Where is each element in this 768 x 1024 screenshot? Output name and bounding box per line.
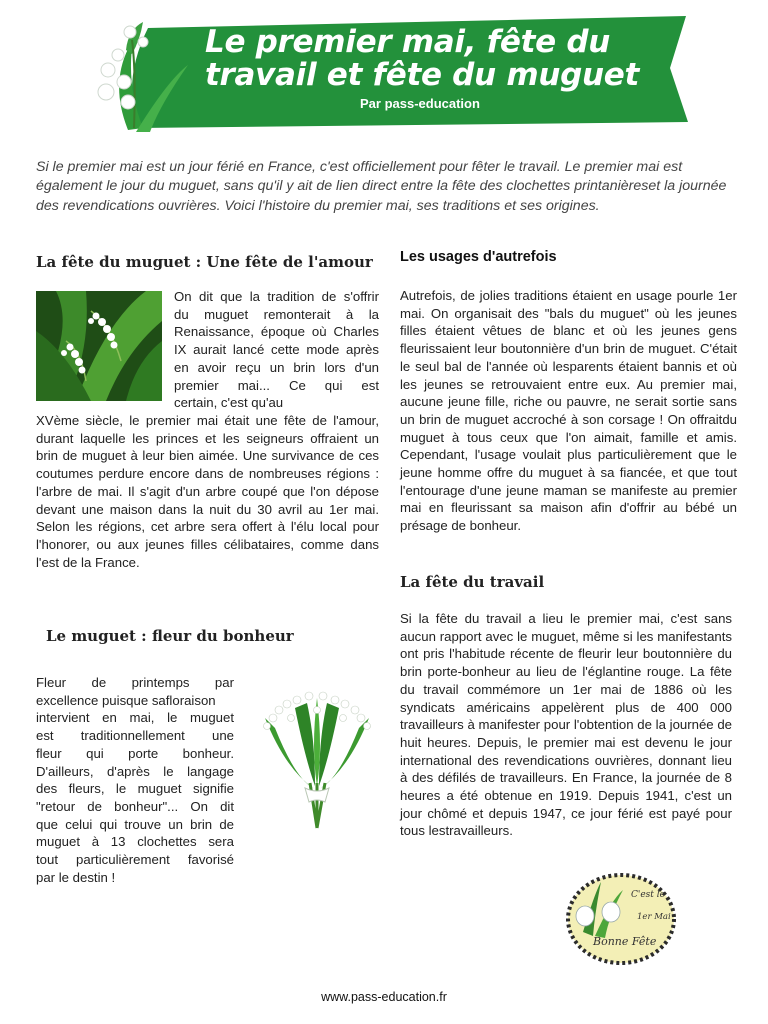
amour-line: certain, c'est qu'au (174, 395, 284, 411)
bonheur-line: D'ailleurs, d'après le langage (36, 763, 234, 779)
amour-text: XVème siècle, le premier mai était une fête de l'amour, durant laquelle les princes et les seigneurs offraient un brin de muguet à leur bien aimée. Une survivance de ces coutumes perdure encore dans de nombreuses régions : l'arbre de mai. Il s'agit d'un arbre coupé que l'on dépose devant une maison dans la nuit du 30 avril au 1er mai. Selon les régions, cet arbre sera offert à l'élu local pour l'honorer, ou aux jeunes filles célibataires, comme dans l'est de la France. (36, 413, 379, 570)
badge-line1: C'est le (631, 890, 665, 900)
page-subtitle: Par pass-education (360, 96, 480, 111)
bonheur-line: excellence puisque safloraison (36, 692, 216, 708)
page-title-line1: Le premier mai, fête du (205, 24, 611, 60)
bonheur-line: des fleurs, le muguet signifie (36, 781, 234, 797)
bonheur-line: est traditionnellement une (36, 728, 234, 744)
amour-line: du muguet remonterait à la (174, 306, 379, 322)
muguet-photo (36, 291, 162, 401)
bonheur-line: muguet à 13 clochettes sera (36, 834, 234, 850)
bonheur-line: tout particulièrement favorisé (36, 852, 234, 868)
heading-fleur-bonheur: Le muguet : fleur du bonheur (46, 627, 294, 645)
heading-fete-amour: La fête du muguet : Une fête de l'amour (36, 253, 373, 271)
footer-url[interactable]: www.pass-education.fr (321, 990, 447, 1004)
usages-text: Autrefois, de jolies traditions étaient en usage pourle 1er mai. On organisait des "bals du muguet" où les jeunes filles étaient vêtues de blanc et où les jeunes gens fleurissaient leur boutonnière d'un brin de muguet. C'était le seul bal de l'année où lesparents étaient bannis et où les jeunes se retrouvaient entre eux. Au premier mai, aucune jeune fille, riche ou pauvre, ne serait sortie sans un brin de muguet accroché à son corsage ! On offraitdu muguet à tous ceux que l'on aimait, famille et amis. Cependant, l'usage voulait plus particulièrement que le jeune homme offre du muguet à sa fiancée, et que tout l'entourage d'une jeune maman se manifeste au premier mai en fleurissant sa maison afin d'offrir au bébé un présage de bonheur. (400, 288, 737, 534)
bonheur-line: que celui qui trouve un brin de (36, 816, 234, 832)
heading-usages-autrefois: Les usages d'autrefois (400, 249, 557, 265)
page-title-line2: travail et fête du muguet (205, 57, 640, 93)
muguet-bouquet-illustration (255, 688, 379, 833)
amour-line: IX aurait lancé cette mode après (174, 342, 379, 358)
heading-fete-travail: La fête du travail (400, 573, 545, 591)
bonheur-line: par le destin ! (36, 869, 116, 885)
badge-line3: Bonne Fête (593, 935, 657, 948)
badge-line2: 1er Mai (637, 912, 671, 922)
amour-line: On dit que la tradition de s'offrir (174, 289, 379, 304)
travail-text: Si la fête du travail a lieu le premier mai, c'est sans aucun rapport avec le muguet, même si les manifestants ont pris l'habitude récente de fleurir leur boutonnière du brin porte-bonheur au lieu de l'églantine rouge. La fête du travail commémore un 1er mai de 1886 où les syndicats américains appelèrent plus de 400 000 travailleurs à manifester pour l'obtention de la journée de huit heures. Depuis, le premier mai est devenu le jour international des revendications ouvrières, donnant lieu à des défilés de travailleurs. En France, la journée de 8 heures a été obtenue en 1919. Depuis 1941, c'est un jour chômé et depuis 1947, ce jour férié est payé pour tous lestravailleurs. (400, 611, 732, 839)
bonheur-text (36, 674, 234, 886)
bonne-fete-badge (565, 872, 677, 966)
amour-wrapped-text (174, 288, 379, 412)
bonheur-line: fleur qui porte bonheur. (36, 745, 234, 761)
amour-line: en avoir reçu un brin lors d'un (174, 359, 379, 375)
bonheur-line: Fleur de printemps par (36, 675, 234, 690)
amour-line: premier mai... Ce qui est (174, 377, 379, 393)
amour-line: Renaissance, époque où Charles (174, 324, 379, 340)
intro-paragraph: Si le premier mai est un jour férié en France, c'est officiellement pour fêter le travail. Le premier mai est également le jour du muguet, sans qu'il y ait de lien direct entre la fête des clochettes printanièreset la journée des revendications ouvrières. Voici l'histoire du premier mai, ses traditions et ses origines. (36, 159, 727, 214)
bonheur-line: "retour de bonheur"... On dit (36, 798, 234, 814)
bonheur-line: intervient en mai, le muguet (36, 710, 234, 726)
